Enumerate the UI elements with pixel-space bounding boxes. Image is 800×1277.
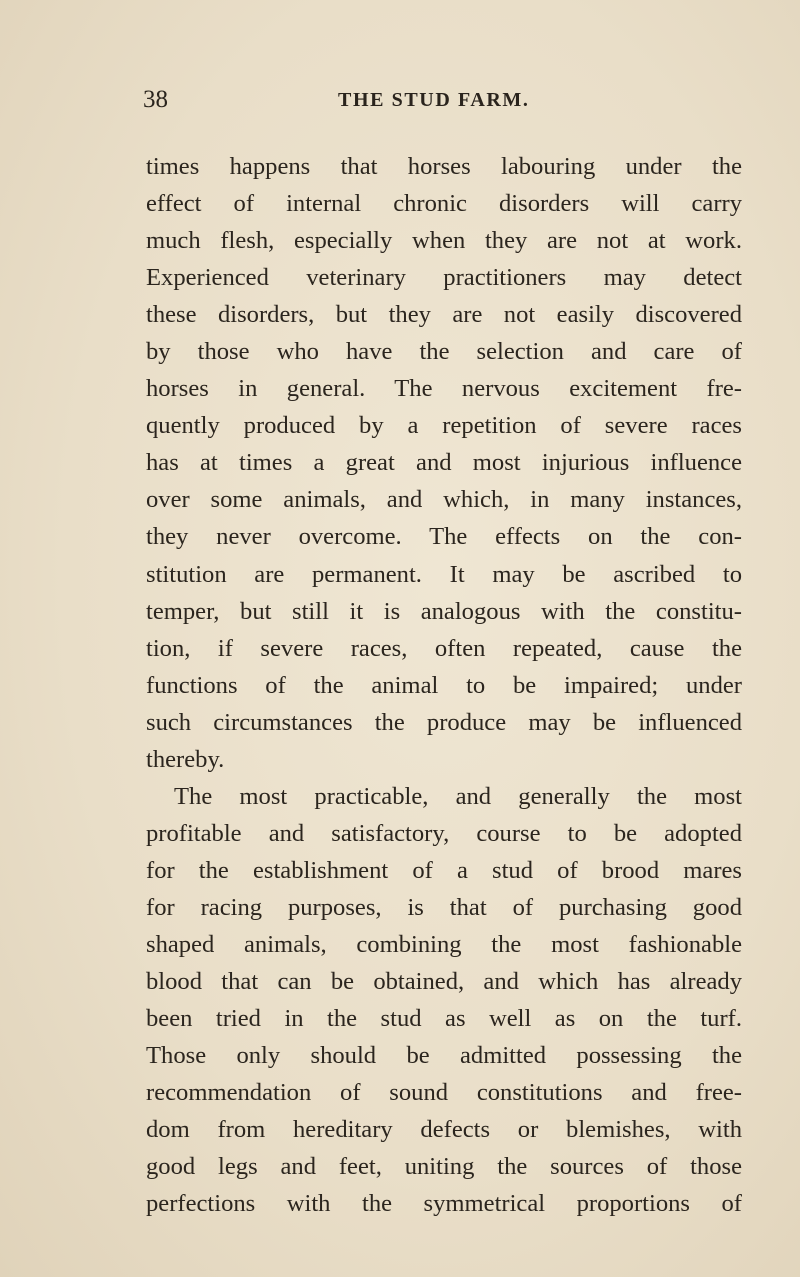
text-line: they never overcome. The effects on the con-	[146, 523, 742, 551]
text-line: profitable and satisfactory, course to be adopted	[146, 819, 742, 847]
text-line: recommendation of sound constitutions and free-	[146, 1079, 742, 1107]
text-line: has at times a great and most injurious influence	[146, 449, 742, 477]
text-line: temper, but still it is analogous with the constitu-	[146, 597, 742, 625]
text-line: such circumstances the produce may be influenced	[146, 708, 742, 736]
text-line: Experienced veterinary practitioners may detect	[146, 264, 742, 292]
text-line: effect of internal chronic disorders will carry	[146, 190, 742, 218]
text-line: over some animals, and which, in many instances,	[146, 486, 742, 514]
running-title: THE STUD FARM.	[338, 89, 530, 111]
text-line: much flesh, especially when they are not at work.	[146, 227, 742, 255]
paragraph-start-line: The most practicable, and generally the most	[174, 782, 742, 810]
text-line: perfections with the symmetrical proportions of	[146, 1190, 742, 1218]
text-line: stitution are permanent. It may be ascribed to	[146, 560, 742, 588]
text-line: these disorders, but they are not easily discovered	[146, 301, 742, 329]
text-line: horses in general. The nervous excitement fre-	[146, 375, 742, 403]
text-line: by those who have the selection and care of	[146, 338, 742, 366]
text-line: Those only should be admitted possessing the	[146, 1042, 742, 1070]
page-header	[0, 86, 800, 126]
page-number: 38	[143, 86, 168, 113]
paragraph-end-line: thereby.	[146, 745, 225, 773]
text-line: shaped animals, combining the most fashionable	[146, 930, 742, 958]
body-text	[146, 148, 742, 1222]
text-line: for racing purposes, is that of purchasing good	[146, 893, 742, 921]
text-line: for the establishment of a stud of brood mares	[146, 856, 742, 884]
text-line: been tried in the stud as well as on the turf.	[146, 1005, 742, 1033]
text-line: blood that can be obtained, and which has already	[146, 968, 742, 996]
text-line: tion, if severe races, often repeated, cause the	[146, 634, 742, 662]
text-line: quently produced by a repetition of severe races	[146, 412, 742, 440]
text-line: functions of the animal to be impaired; under	[146, 671, 742, 699]
text-line: times happens that horses labouring under the	[146, 153, 742, 180]
text-line: dom from hereditary defects or blemishes, with	[146, 1116, 742, 1144]
text-line: good legs and feet, uniting the sources of those	[146, 1153, 742, 1181]
